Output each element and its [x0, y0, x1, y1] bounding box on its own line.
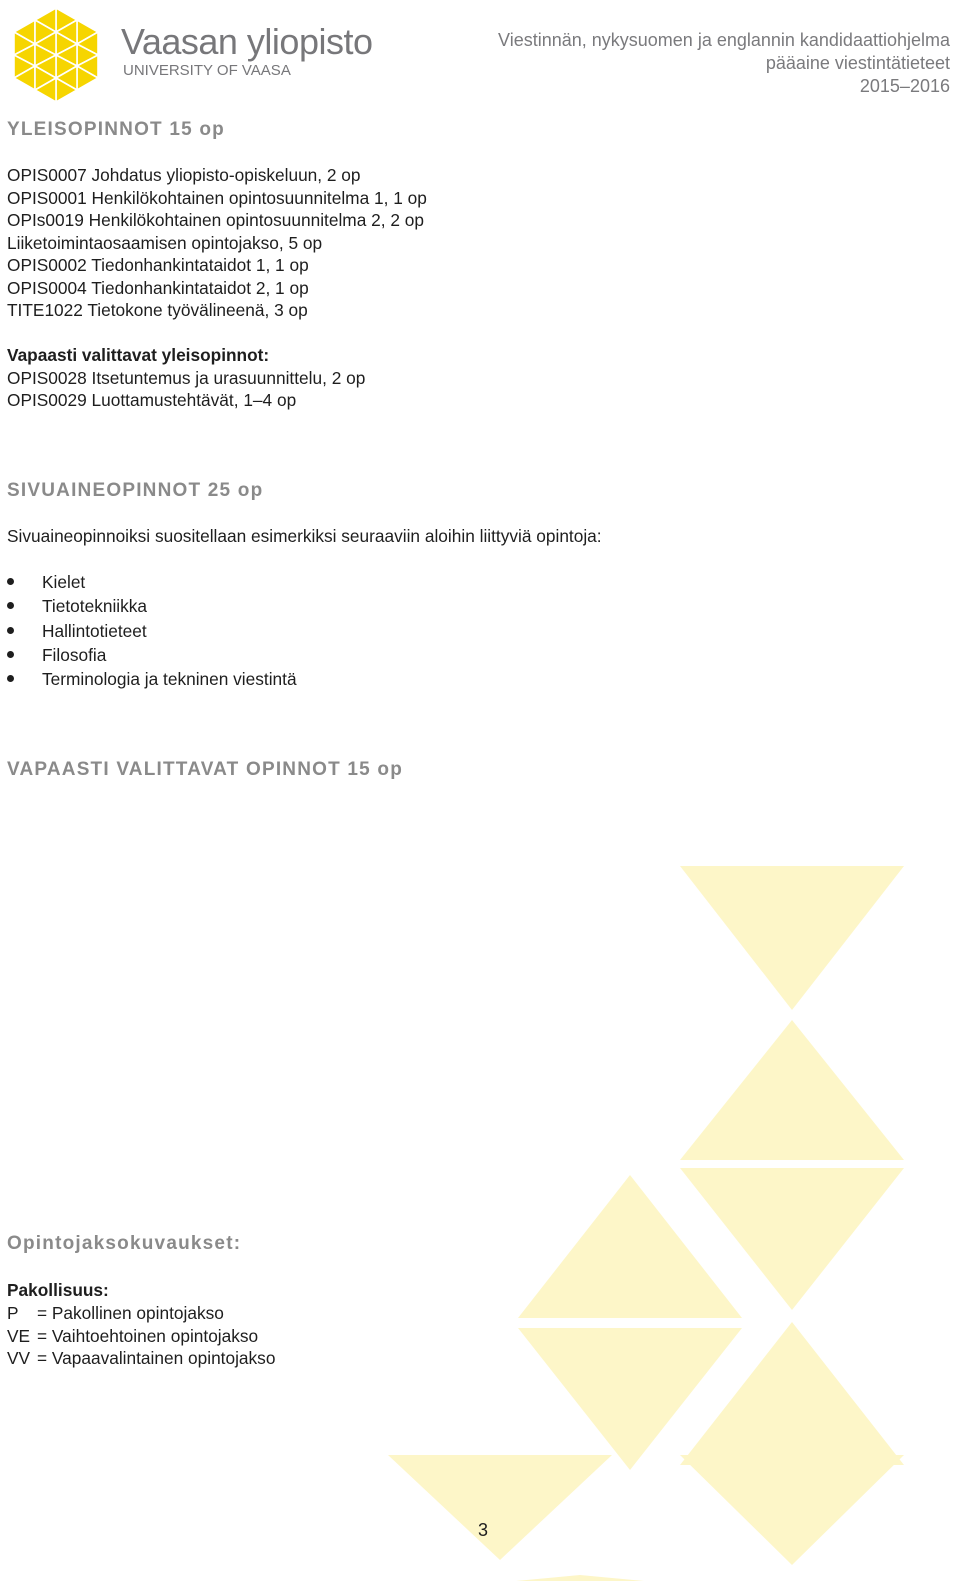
- bullet-icon: [7, 627, 14, 634]
- program-name: Viestinnän, nykysuomen ja englannin kandidaattiohjelma: [498, 30, 950, 50]
- minor-subjects-list: [7, 570, 297, 691]
- definition-text: = Pakollinen opintojakso: [37, 1302, 224, 1323]
- general-studies-heading: YLEISOPINNOT 15 op: [7, 119, 225, 140]
- list-item: [7, 1325, 275, 1348]
- free-studies-heading: VAPAASTI VALITTAVAT OPINNOT 15 op: [7, 759, 404, 780]
- list-item: OPIS0029 Luottamustehtävät, 1–4 op: [7, 390, 297, 410]
- definition-code: P: [7, 1302, 19, 1323]
- list-item: OPIs0019 Henkilökohtainen opintosuunnitelma 2, 2 op: [7, 210, 424, 230]
- minor-studies-intro: Sivuaineopinnoiksi suositellaan esimerkiksi seuraaviin aloihin liittyviä opintoja:: [7, 526, 602, 546]
- list-item: [7, 594, 297, 618]
- bullet-icon: [7, 602, 14, 609]
- header-program-info: [390, 29, 950, 98]
- mandatory-definitions: [7, 1279, 275, 1370]
- definition-code: VV: [7, 1348, 31, 1369]
- list-item: OPIS0004 Tiedonhankintataidot 2, 1 op: [7, 277, 309, 298]
- mandatory-subheading: Pakollisuus:: [7, 1280, 109, 1300]
- academic-years: 2015–2016: [859, 76, 950, 96]
- list-item: Liiketoimintaosaamisen opintojakso, 5 op: [7, 232, 323, 253]
- page-number: 3: [477, 1520, 488, 1540]
- subject-label: Tietotekniikka: [42, 596, 148, 617]
- bullet-icon: [7, 578, 14, 585]
- subject-label: Filosofia: [42, 644, 107, 665]
- subject-label: Hallintotieteet: [42, 620, 147, 641]
- university-logo-icon: [6, 6, 106, 104]
- list-item: [7, 619, 297, 643]
- list-item: [7, 667, 297, 691]
- subject-label: Terminologia ja tekninen viestintä: [42, 669, 297, 690]
- list-item: [7, 570, 297, 594]
- list-item: OPIS0028 Itsetuntemus ja urasuunnittelu, 2 op: [7, 367, 366, 388]
- definition-code: VE: [7, 1325, 31, 1346]
- list-item: OPIS0002 Tiedonhankintataidot 1, 1 op: [7, 255, 309, 275]
- optional-general-studies-list: [7, 344, 365, 412]
- general-studies-course-list: [7, 164, 427, 322]
- list-item: OPIS0001 Henkilökohtainen opintosuunnitelma 1, 1 op: [7, 187, 427, 208]
- definition-text: = Vapaavalintainen opintojakso: [37, 1348, 276, 1369]
- list-item: [7, 643, 297, 667]
- logo-subtitle: UNIVERSITY OF VAASA: [123, 62, 291, 79]
- list-item: [7, 1302, 275, 1325]
- bullet-icon: [7, 651, 14, 658]
- minor-studies-heading: SIVUAINEOPINNOT 25 op: [7, 480, 264, 501]
- course-descriptions-heading: Opintojaksokuvaukset:: [7, 1233, 242, 1254]
- definition-text: = Vaihtoehtoinen opintojakso: [37, 1325, 259, 1346]
- subject-label: Kielet: [42, 572, 86, 592]
- list-item: OPIS0007 Johdatus yliopisto-opiskeluun, 2 op: [7, 165, 361, 185]
- logo-wordmark: Vaasan yliopisto: [121, 21, 373, 62]
- major-name: pääaine viestintätieteet: [765, 53, 950, 73]
- list-item: TITE1022 Tietokone työvälineenä, 3 op: [7, 300, 308, 320]
- optional-studies-subheading: Vapaasti valittavat yleisopinnot:: [7, 345, 270, 365]
- bullet-icon: [7, 675, 14, 682]
- list-item: [7, 1347, 275, 1370]
